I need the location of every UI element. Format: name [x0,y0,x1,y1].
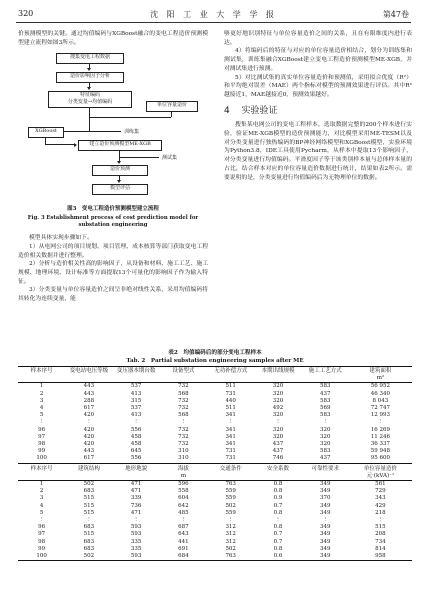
table-row [18,546,412,553]
table-cell: 59 948 [370,448,391,455]
table-header-cell: 交通条件 [219,465,242,472]
table-cell: 958 [375,553,386,560]
table-cell: 593 [130,531,142,538]
table-cell: 731 [225,448,236,455]
table-cell: 12 993 [370,412,391,419]
table-cell: 8 043 [372,397,389,404]
figure-caption-en [18,215,208,229]
table-cell: 471 [130,488,142,495]
table-cell: 732 [178,426,189,433]
table-row [18,383,412,391]
table-cell: 349 [319,481,331,488]
table-cell: 569 [319,405,331,412]
table-cell: 732 [178,397,189,404]
table-cell: 515 [83,495,95,502]
table-cell: 502 [83,553,95,560]
table-cell: 349 [319,553,331,560]
table-cell: 16 269 [370,426,391,433]
table-cell: 443 [83,390,95,397]
table-row [18,531,412,538]
table-cell: 5 [39,412,44,419]
table-cell: ⋮ [227,419,234,426]
flow-train-label: 训练集 [124,129,140,136]
table-cell: 583 [319,412,331,419]
table-cell: 341 [225,433,236,440]
table-cell: 732 [178,405,189,412]
table-cell: 96 [38,524,46,531]
table-cell: 502 [83,481,95,488]
table-cell: 99 [38,545,46,552]
page-header [16,8,411,23]
table-caption-en: Tab. 2 Partial substation engineering samples after ME [126,358,304,364]
flow-xgboost-box: XGBoost [28,127,64,138]
table-header-cell: 安全系数 [266,465,289,472]
table-row [18,391,412,398]
table-cell: 683 [83,538,95,545]
table-cell: 559 [225,488,236,495]
table-cell: 691 [178,545,189,552]
table-cell: 458 [130,441,142,448]
table-unit-cell: m [180,472,187,479]
table-cell: 515 [83,531,95,538]
table-row [18,553,412,561]
page-number: 320 [18,9,34,18]
paragraph: 4）将编码后的特征与对应的单位容量造价相结合，划分为训练集和测试集，训练集融合XGBoost建立变电工程造价预测模型ME-XGB，并对测试集进行预测。 [224,48,412,72]
table-cell: ⋮ [38,419,45,426]
table-row [18,510,412,517]
table-row [18,488,412,495]
table-cell: 502 [225,502,236,509]
table-cell: 349 [319,545,331,552]
table-cell: 471 [130,481,142,488]
table-cell: 515 [83,509,95,516]
table-cell: 437 [272,441,284,448]
table-row [18,517,412,524]
table-cell: 458 [130,433,142,440]
table-cell: 420 [83,412,95,419]
table-cell: 559 [225,509,236,516]
table-cell: 732 [178,441,189,448]
table-cell: 729 [375,488,386,495]
table-cell: 684 [178,553,189,560]
table-cell: 515 [375,524,386,531]
table-cell: 349 [319,488,331,495]
table-cell: 441 [178,538,189,545]
table-header-cell: 地形地貌 [125,465,148,472]
table-cell: 96 [38,426,46,433]
table-row [18,412,412,419]
table-cell: 643 [178,531,189,538]
table-cell: 593 [130,553,142,560]
table-cell: 437 [272,448,284,455]
table-unit-cell [254,375,301,383]
table-cell: 46 340 [370,390,391,397]
table-cell: 437 [319,455,331,462]
table-cell: 320 [272,412,284,419]
flow-predict-box: 造价预测 [92,165,148,176]
table-header-cell: 施工工艺方式 [308,368,342,374]
table-cell: 429 [375,502,386,509]
table-cell: 98 [38,441,46,448]
paragraph: 5）对比测试集的真实单位容量造价和预测值，采用拟合优度（R²）和平均绝对误差（MAE）两个指标对模型的预测效果进行评估。其中R²越接近1，MAE越接近0，预测效果越好。 [224,74,412,98]
table-unit-cell [65,473,112,481]
table-unit-cell [65,375,112,383]
flow-encoding-detail: 分类变量→均值编码 [67,99,113,106]
table-cell: 814 [375,545,386,552]
table-cell: 72 747 [370,405,391,412]
table-header-cell: 海拔 [177,465,189,472]
table-unit-cell: 元·(kVA)⁻¹ [366,472,395,479]
table-cell: 349 [319,502,331,509]
table-cell: 2 [39,488,44,495]
table-cell: 732 [178,433,189,440]
table-header-cell: 样本序号 [30,465,53,472]
table-cell: 320 [272,383,284,390]
table-cell: ⋮ [322,517,328,524]
paragraph: 够更好地识别特征与单位容量造价之间的关系，且在有限维度内进行表达。 [224,31,412,46]
table-cell: 2 [39,390,44,397]
table-cell: 320 [272,426,284,433]
table-cell: 218 [375,509,386,516]
table-cell: ⋮ [133,419,139,426]
table-unit-cell [254,473,301,481]
table-cell: 492 [272,405,284,412]
table-cell: 537 [130,405,142,412]
table-cell: 349 [319,531,331,538]
figure-title-en: Establishment process of cost prediction model for substation engineering [46,215,199,229]
table-row [18,503,412,510]
table-cell: 746 [272,455,284,462]
table-cell: 645 [130,448,142,455]
table-cell: 288 [83,397,95,404]
journal-name: 沈 阳 工 业 大 学 学 报 [150,10,277,19]
table-header-cell: 建筑面积 [369,368,392,374]
table-header-cell: 变电站电压等级 [69,368,109,374]
table-cell: 208 [375,531,386,538]
table-cell: 683 [83,524,95,531]
paragraph: 搜集某电网公司的变电工程样本，选取数据完整的200个样本进行实验，验证ME-XGB模型的造价预测能力，对比模型采用ME-TESM以及对分类变量进行独热编码的BP神经网络模型和XGBoost模型，实验环境为Python3.8，IDE工具使用Pycharm，从样本中提取13个影响因子，对分类变量进行均值编码。平滑度因子等于该类别样本量与总体样本量的占比，结合样本对应的单位容量造价数据进行统计，结果如表2所示。需要说明的是，分类变量进行均值编码后为无物理单位的数据。 [224,122,412,181]
table-unit-cell [302,375,349,383]
table-cell: 370 [319,495,331,502]
table-cell: 511 [225,383,236,390]
table-row [18,427,412,434]
table-row [18,441,412,448]
table-cell: 3 [39,495,44,502]
table-cell: ⋮ [180,517,187,524]
table-cell: 683 [83,545,95,552]
table-unit-cell [207,473,254,481]
flow-unit-cost-box: 单位容量造价 [146,101,198,112]
table-cell: 320 [272,397,284,404]
table-cell: 320 [272,390,284,397]
table-header-cell: 建筑结构 [77,465,100,472]
table-cell: 593 [130,524,142,531]
table-cell: 3 [39,397,44,404]
table-cell: 561 [375,481,386,488]
table-unit-cell [207,375,254,383]
table-header-cell: 样本序号 [30,368,53,374]
table-cell: 0.8 [273,509,283,516]
table-cell: 617 [83,455,95,462]
table-cell: 734 [375,538,386,545]
table-cell: 0.8 [273,481,283,488]
table-cell: 515 [83,502,95,509]
table-cell: 100 [36,455,47,462]
table-cell: 11 246 [370,433,391,440]
table-cell: 471 [130,509,142,516]
table-cell: 763 [225,553,236,560]
table-cell: 312 [225,538,236,545]
table-cell: 731 [225,455,236,462]
table-unit-cell [18,473,65,481]
table-cell: 1 [39,481,44,488]
table-cell: 341 [225,426,236,433]
table-cell: 443 [83,448,95,455]
table-cell: ⋮ [86,517,92,524]
table-cell: 0.6 [273,553,283,560]
paragraph: 价预测模型的关键。通过均值编码与XGBoost融合的变电工程造价预测模型建立流程如图3所示。 [18,31,208,46]
table-cell: 99 [38,448,46,455]
table-cell: 596 [178,481,189,488]
table-cell: 537 [130,383,142,390]
table-unit-cell [113,375,160,383]
table-cell: 320 [319,441,331,448]
table-header-cell: 可靠性要求 [311,465,339,472]
right-column [224,30,412,182]
table-row [18,481,412,489]
table-cell: 100 [36,553,47,560]
section-number: 4 [224,105,230,116]
data-table [18,366,412,561]
table-unit-cell [302,473,349,481]
table-cell: ⋮ [322,419,328,426]
flow-build-model-box: 建立造价预测模型ME-XGB [78,140,162,151]
flow-test-label: 测试集 [162,155,178,162]
table-cell: 97 [38,531,46,538]
table-cell: 763 [225,481,236,488]
table-cell: 736 [130,502,142,509]
table-cell: 310 [178,455,189,462]
table-cell: 583 [319,383,331,390]
table-cell: 339 [130,495,142,502]
table-cell: 617 [83,405,95,412]
table-cell: ⋮ [227,517,234,524]
table-cell: 312 [225,524,236,531]
table-unit-cell: m² [376,375,385,382]
table-container [18,348,412,561]
left-column [18,30,208,304]
table-cell: 511 [225,405,236,412]
table-cell: 320 [272,433,284,440]
flow-encoding-box [48,91,132,108]
table-cell: 0.7 [273,531,283,538]
table-cell: ⋮ [275,517,281,524]
table-cell: 4 [39,502,44,509]
table-cell: 36 337 [370,441,391,448]
table-row [18,405,412,412]
table-header-cell: 本期出线规模 [261,368,295,374]
table-cell: 420 [83,433,95,440]
table-cell: 732 [178,383,189,390]
table-cell: 0.7 [273,538,283,545]
table-header-cell: 无功补偿方式 [214,368,248,374]
table-cell: ⋮ [38,517,45,524]
table-cell: 556 [130,455,142,462]
table-cell: 4 [39,405,44,412]
table-cell: 343 [375,495,386,502]
section-title: 实验验证 [241,105,278,116]
flow-encoding-title: 特征编码 [79,92,100,99]
figure-caption-cn: 图3 变电工程造价预测模型建立流程 [67,206,159,213]
table-cell: 349 [319,509,331,516]
table-row [18,455,412,463]
flowchart [18,51,208,203]
table-unit-cell [160,375,207,383]
flow-factor-box: 造价影响因子分析 [56,72,124,83]
table-cell: 568 [178,390,189,397]
table-cell: 95 600 [370,455,391,462]
table-cell: 443 [83,383,95,390]
table-cell: 320 [319,433,331,440]
table-cell: 502 [225,545,236,552]
table-cell: 335 [130,545,142,552]
table-cell: 97 [38,433,46,440]
table-row [18,398,412,405]
table-cell: 320 [319,426,331,433]
table-row [18,539,412,546]
table-cell: 341 [225,412,236,419]
paragraph: 3）分类变量与单位容量造价之间呈非绝对线性关系，采用均值编码将其转化为连续变量，能 [18,287,208,303]
table-cell: 558 [178,488,189,495]
table-cell: 0.8 [273,524,283,531]
table-header-cell: 单位容量造价 [363,465,397,472]
paragraph: 1）从电网公司的项目规划、项目管理、成本核算等部门获取变电工程造价相关数据并进行整理。 [18,243,208,259]
table-cell: ⋮ [86,419,92,426]
table-cell: 349 [319,538,331,545]
table-cell: 559 [225,495,236,502]
table-cell: 731 [225,390,236,397]
paragraph: 2）分析与造价相关性高的影响因子，从设备和材料、施工工艺、施工规模、地理环境、设计标准等方面提取13个可量化的影响因子作为输入特征。 [18,261,208,285]
table-cell: 0.8 [273,488,283,495]
table-cell: 420 [83,441,95,448]
table-row [18,448,412,455]
table-cell: ⋮ [275,419,281,426]
figure-label-en: Fig. 3 [27,215,45,222]
table-cell: ⋮ [377,517,384,524]
table-caption-cn: 表2 均值编码后的部分变电工程样本 [168,350,262,356]
table-row [18,419,412,426]
table-cell: 437 [319,390,331,397]
table-row [18,434,412,441]
table-cell: 56 952 [370,383,391,390]
section-heading [224,107,412,116]
table-cell: 556 [130,426,142,433]
table-cell: 440 [225,397,236,404]
table-cell: 310 [178,448,189,455]
table-cell: 341 [225,441,236,448]
table-row [18,524,412,531]
table-unit-cell [18,375,65,383]
table-cell: 642 [178,502,189,509]
table-cell: 683 [83,488,95,495]
table-unit-cell [113,473,160,481]
flow-evaluate-box: 模型评估 [92,184,148,195]
table-cell: 5 [39,509,44,516]
table-cell: 568 [178,412,189,419]
table-cell: 687 [178,524,189,531]
table-cell: ⋮ [180,419,187,426]
table-cell: 0.7 [273,502,283,509]
table-header-cell: 变压器本期台数 [116,368,156,374]
table-row [18,495,412,502]
table-cell: 583 [319,448,331,455]
table-cell: 0.8 [273,545,283,552]
table-cell: 485 [178,509,189,516]
table-cell: 98 [38,538,46,545]
table-cell: 312 [225,531,236,538]
table-cell: 1 [39,383,44,390]
table-cell: 0.9 [273,495,283,502]
table-cell: 413 [130,412,142,419]
table-cell: 349 [319,524,331,531]
volume-label: 第47卷 [382,10,409,19]
table-cell: 413 [130,390,142,397]
table-cell: ⋮ [377,419,384,426]
table-cell: 583 [319,397,331,404]
flow-start-box: 搜集变电工程数据 [56,53,124,64]
table-cell: ⋮ [133,517,139,524]
table-cell: 315 [130,397,142,404]
table-cell: 420 [83,426,95,433]
table-cell: 335 [130,538,142,545]
table-cell: 604 [178,495,189,502]
table-header-cell: 设备型式 [172,368,195,374]
paragraph: 模型具体实现步骤如下。 [29,235,93,242]
